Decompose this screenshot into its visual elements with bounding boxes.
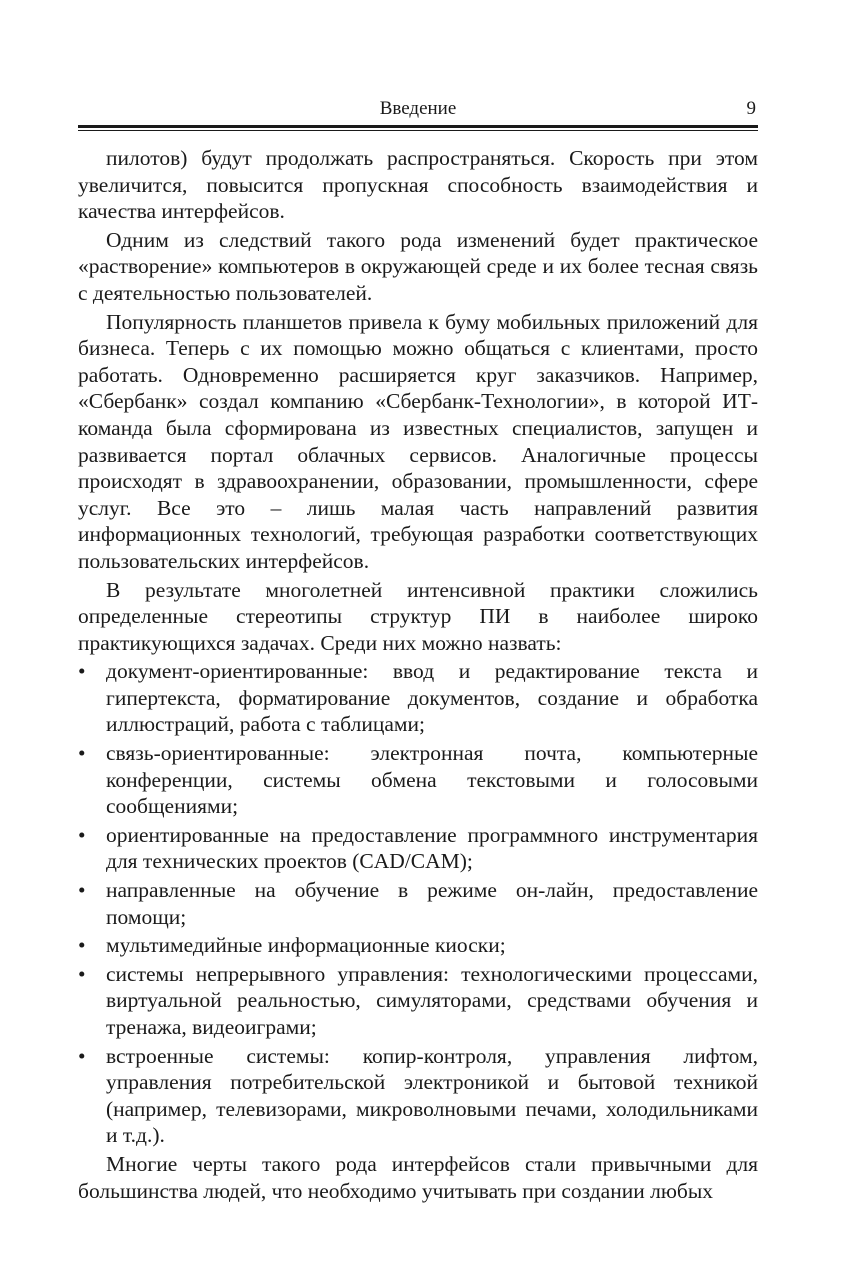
paragraph: Многие черты такого рода интерфейсов стали привычными для большинства людей, что необходимо учитывать при создании любых: [78, 1151, 758, 1203]
list-item-text: ориентированные на предоставление программного инструментария для технических проектов (CAD/CAM);: [106, 822, 758, 874]
list-item: [78, 932, 758, 959]
list-item-text: системы непрерывного управления: технологическими процессами, виртуальной реальностью, симуляторами, средствами обучения и тренажа, видеоиграми;: [106, 961, 758, 1039]
bullet-icon: •: [78, 1043, 86, 1068]
bullet-icon: •: [78, 659, 86, 684]
list-item: [78, 1043, 758, 1149]
paragraph-continued: пилотов) будут продолжать распространяться. Скорость при этом увеличится, повысится пропускная способность взаимодействия и качества интерфейсов.: [78, 146, 758, 224]
list-item: [78, 961, 758, 1041]
page-number: 9: [746, 98, 756, 119]
list-item-text: направленные на обучение в режиме он-лайн, предоставление помощи;: [106, 878, 758, 929]
bullet-icon: •: [78, 822, 86, 847]
bullet-list: [78, 658, 758, 1149]
paragraph: Одним из следствий такого рода изменений будет практическое «растворение» компьютеров в окружающей среде и их более тесная связь с деятельностью пользователей.: [78, 227, 758, 305]
running-header: [78, 92, 758, 122]
header-rule-thick: [78, 125, 758, 128]
book-page: [78, 92, 758, 1206]
list-item: [78, 877, 758, 930]
header-rule-thin: [78, 130, 758, 131]
list-item-text: связь-ориентированные: электронная почта, компьютерные конференции, системы обмена текстовыми и голосовыми сообщениями;: [106, 741, 758, 819]
bullet-icon: •: [78, 961, 86, 986]
list-item: [78, 822, 758, 875]
list-item-text: мультимедийные информационные киоски;: [106, 933, 506, 958]
list-item: [78, 740, 758, 820]
bullet-icon: •: [78, 933, 86, 958]
list-item-text: встроенные системы: копир-контроля, управления лифтом, управления потребительской электроникой и бытовой техникой (например, телевизорами, микроволновыми печами, холодильниками и т.д.).: [106, 1043, 758, 1148]
bullet-icon: •: [78, 741, 86, 766]
paragraph: В результате многолетней интенсивной практики сложились определенные стереотипы структур ПИ в наиболее широко практикующихся задачах. Среди них можно назвать:: [78, 577, 758, 655]
body-text: [78, 145, 758, 1204]
paragraph: Популярность планшетов привела к буму мобильных приложений для бизнеса. Теперь с их помощью можно общаться с клиентами, просто работать. Одновременно расширяется круг заказчиков. Например, «Сбербанк» создал компанию «Сбербанк-Технологии», в которой ИТ-команда была сформирована из известных специалистов, запущен и развивается портал облачных сервисов. Аналогичные процессы происходят в здравоохранении, образовании, промышленности, сфере услуг. Все это – лишь малая часть направлений развития информационных технологий, требующая разработки соответствующих пользовательских интерфейсов.: [78, 309, 758, 573]
bullet-icon: •: [78, 878, 86, 903]
list-item: [78, 658, 758, 738]
list-item-text: документ-ориентированные: ввод и редактирование текста и гипертекста, форматирование документов, создание и обработка иллюстраций, работа с таблицами;: [106, 659, 758, 737]
chapter-title: Введение: [379, 98, 457, 119]
